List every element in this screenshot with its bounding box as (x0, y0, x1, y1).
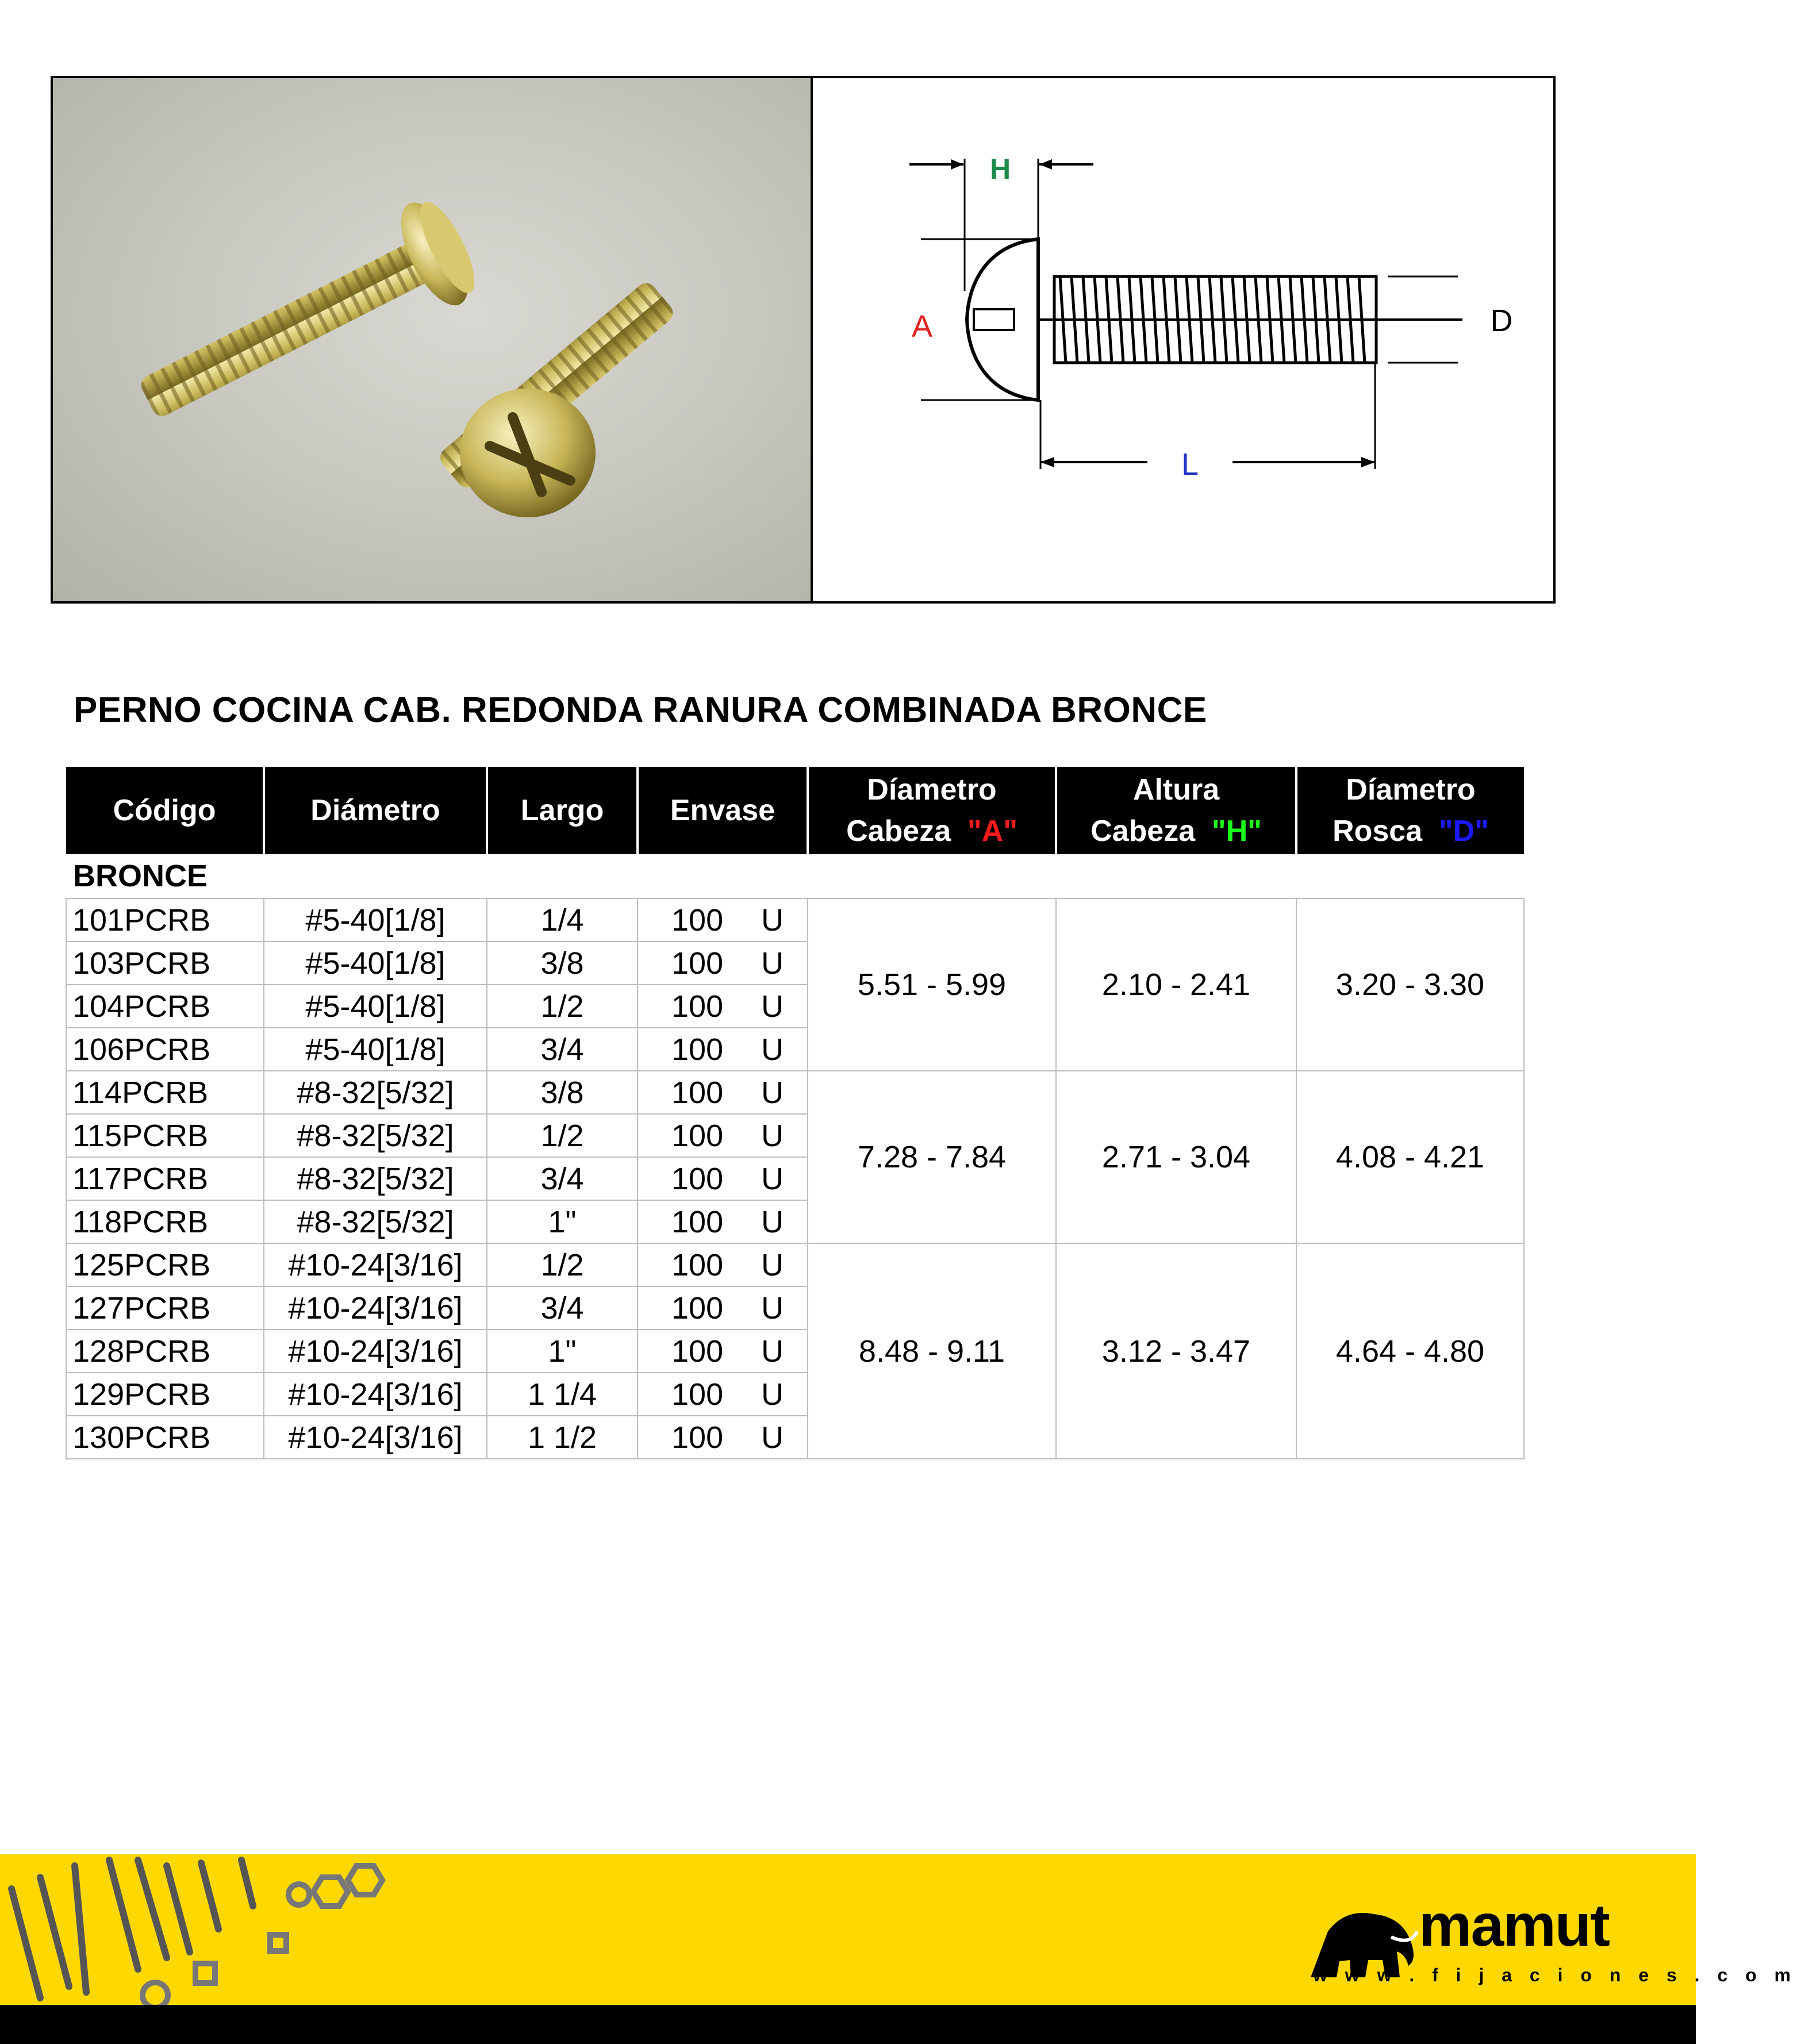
table-row (66, 898, 1524, 942)
header-diametro: Diámetro (264, 767, 487, 854)
envase-quantity: 100 (671, 902, 724, 938)
cell-codigo: 127PCRB (66, 1286, 264, 1330)
cell-altura-cabeza: 2.10 - 2.41 (1056, 898, 1296, 1071)
cell-envase (638, 1200, 808, 1243)
group-label: BRONCE (73, 859, 208, 893)
cell-largo: 3/4 (487, 1157, 638, 1200)
cell-envase (638, 1286, 808, 1330)
dimension-diagram (813, 78, 1553, 601)
cell-diametro: #10-24[3/16] (264, 1416, 487, 1459)
cell-codigo: 118PCRB (66, 1200, 264, 1243)
envase-quantity: 100 (671, 946, 724, 981)
cell-largo: 1/4 (487, 898, 638, 942)
cell-diametro: #8-32[5/32] (264, 1071, 487, 1114)
cell-largo: 1/2 (487, 1243, 638, 1286)
envase-unit: U (761, 946, 784, 981)
envase-quantity: 100 (671, 1290, 724, 1325)
cell-codigo: 103PCRB (66, 942, 264, 985)
label-l: L (1181, 447, 1199, 482)
brand-name: mamut (1419, 1892, 1609, 1959)
cell-envase (638, 942, 808, 985)
cell-diametro: #8-32[5/32] (264, 1157, 487, 1200)
envase-quantity: 100 (671, 1247, 724, 1282)
envase-quantity: 100 (671, 1032, 724, 1067)
cell-diam-cabeza: 5.51 - 5.99 (808, 898, 1056, 1071)
footer-bottom-bar (0, 2005, 1696, 2044)
cell-diam-cabeza: 7.28 - 7.84 (808, 1071, 1056, 1243)
group-row (66, 854, 1524, 898)
cell-envase (638, 1243, 808, 1286)
cell-envase (638, 985, 808, 1028)
envase-unit: U (761, 1334, 784, 1369)
cell-diametro: #5-40[1/8] (264, 1028, 487, 1071)
cell-codigo: 117PCRB (66, 1157, 264, 1200)
cell-largo: 1 1/4 (487, 1373, 638, 1416)
cell-diametro: #10-24[3/16] (264, 1286, 487, 1330)
cell-codigo: 125PCRB (66, 1243, 264, 1286)
envase-quantity: 100 (671, 1204, 724, 1239)
envase-quantity: 100 (671, 1118, 724, 1153)
cell-largo: 3/8 (487, 942, 638, 985)
cell-envase (638, 1330, 808, 1373)
cell-diam-rosca: 4.64 - 4.80 (1296, 1243, 1524, 1459)
envase-unit: U (761, 902, 784, 938)
cell-diam-rosca: 4.08 - 4.21 (1296, 1071, 1524, 1243)
hardware-collage-image (0, 1854, 437, 2005)
cell-largo: 1" (487, 1200, 638, 1243)
product-photo (53, 78, 813, 601)
envase-quantity: 100 (671, 1075, 724, 1110)
cell-codigo: 130PCRB (66, 1416, 264, 1459)
envase-quantity: 100 (671, 1377, 724, 1412)
cell-largo: 1/2 (487, 985, 638, 1028)
brand-url: w w w . f i j a c i o n e s . c o m (1313, 1965, 1797, 1985)
product-title: PERNO COCINA CAB. REDONDA RANURA COMBINADA BRONCE (74, 690, 1207, 730)
cell-envase (638, 1416, 808, 1459)
header-envase: Envase (638, 767, 808, 854)
cell-largo: 3/4 (487, 1028, 638, 1071)
cell-envase (638, 1373, 808, 1416)
key-a: "A" (967, 814, 1017, 848)
cell-codigo: 104PCRB (66, 985, 264, 1028)
table-row (66, 1071, 1524, 1114)
envase-unit: U (761, 1032, 784, 1067)
table-row (66, 1243, 1524, 1286)
envase-quantity: 100 (671, 1334, 724, 1369)
key-d: "D" (1439, 814, 1489, 848)
envase-unit: U (761, 1204, 784, 1239)
cell-diametro: #5-40[1/8] (264, 942, 487, 985)
envase-unit: U (761, 1161, 784, 1196)
label-h: H (989, 153, 1011, 185)
cell-largo: 3/4 (487, 1286, 638, 1330)
cell-codigo: 129PCRB (66, 1373, 264, 1416)
header-diametro-cabeza: Díametro Cabeza "A" (808, 767, 1056, 854)
cell-envase (638, 1114, 808, 1157)
cell-diametro: #5-40[1/8] (264, 985, 487, 1028)
cell-largo: 1/2 (487, 1114, 638, 1157)
cell-altura-cabeza: 3.12 - 3.47 (1056, 1243, 1296, 1459)
cell-diametro: #10-24[3/16] (264, 1373, 487, 1416)
envase-unit: U (761, 1420, 784, 1455)
screws-photo-illustration (53, 78, 811, 601)
envase-quantity: 100 (671, 989, 724, 1024)
cell-codigo: 101PCRB (66, 898, 264, 942)
envase-quantity: 100 (671, 1161, 724, 1196)
cell-diametro: #10-24[3/16] (264, 1330, 487, 1373)
cell-diam-rosca: 3.20 - 3.30 (1296, 898, 1524, 1071)
header-diametro-rosca: Díametro Rosca "D" (1296, 767, 1524, 854)
header-codigo: Código (66, 767, 264, 854)
cell-codigo: 115PCRB (66, 1114, 264, 1157)
header-altura-cabeza: Altura Cabeza "H" (1056, 767, 1296, 854)
cell-codigo: 106PCRB (66, 1028, 264, 1071)
cell-largo: 1 1/2 (487, 1416, 638, 1459)
product-figure (51, 76, 1556, 604)
label-a: A (911, 309, 933, 344)
cell-codigo: 114PCRB (66, 1071, 264, 1114)
cell-largo: 1" (487, 1330, 638, 1373)
cell-envase (638, 1028, 808, 1071)
envase-unit: U (761, 1290, 784, 1325)
cell-altura-cabeza: 2.71 - 3.04 (1056, 1071, 1296, 1243)
envase-unit: U (761, 1247, 784, 1282)
cell-diametro: #8-32[5/32] (264, 1114, 487, 1157)
cell-diametro: #5-40[1/8] (264, 898, 487, 942)
key-h: "H" (1212, 814, 1262, 848)
cell-diametro: #10-24[3/16] (264, 1243, 487, 1286)
envase-unit: U (761, 1075, 784, 1110)
cell-envase (638, 1071, 808, 1114)
header-largo: Largo (487, 767, 638, 854)
specification-table (66, 767, 1525, 1459)
cell-diam-cabeza: 8.48 - 9.11 (808, 1243, 1056, 1459)
table-header-row (66, 767, 1524, 854)
cell-diametro: #8-32[5/32] (264, 1200, 487, 1243)
envase-quantity: 100 (671, 1420, 724, 1455)
label-d: D (1490, 303, 1513, 338)
cell-largo: 3/8 (487, 1071, 638, 1114)
envase-unit: U (761, 1377, 784, 1412)
cell-envase (638, 1157, 808, 1200)
cell-envase (638, 898, 808, 942)
envase-unit: U (761, 989, 784, 1024)
cell-codigo: 128PCRB (66, 1330, 264, 1373)
envase-unit: U (761, 1118, 784, 1153)
